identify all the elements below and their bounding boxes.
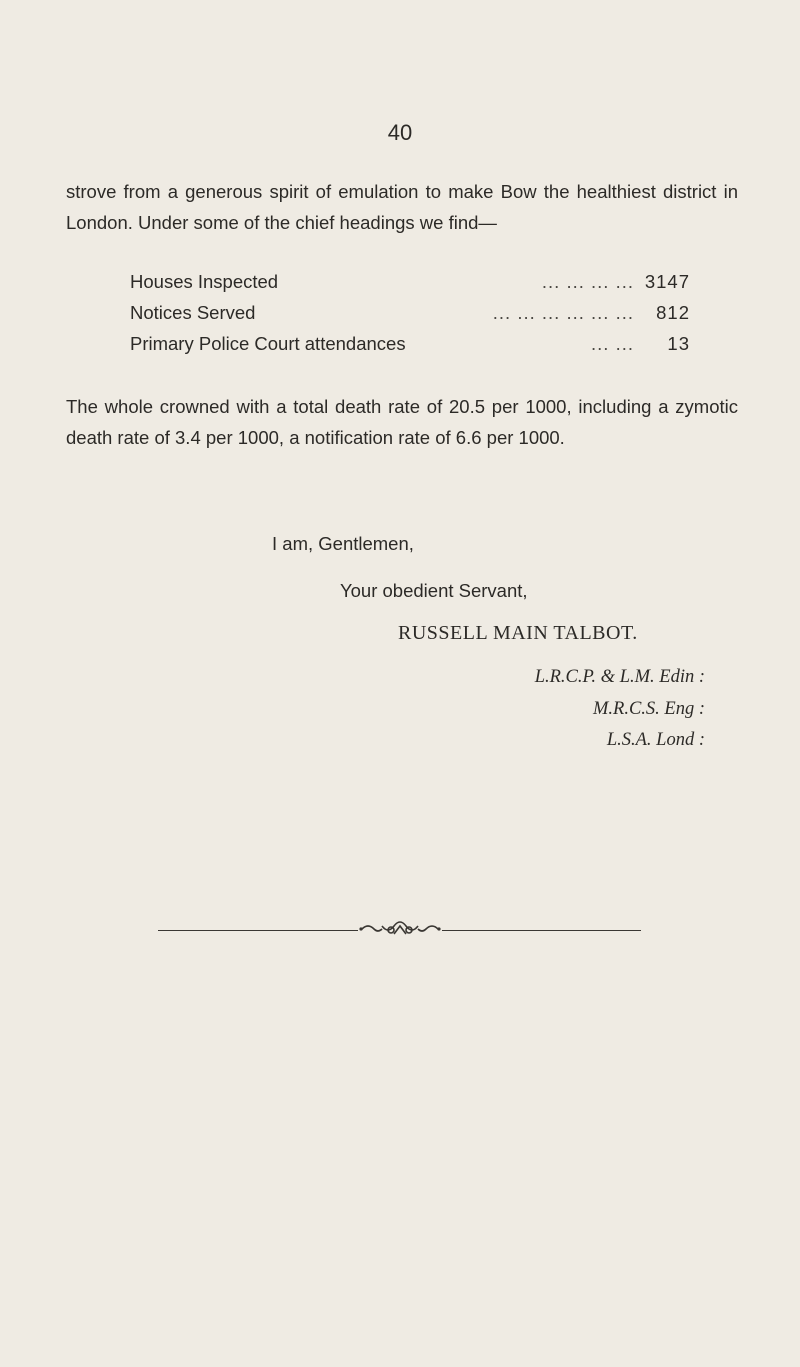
credential-line: M.R.C.S. Eng : — [592, 699, 705, 719]
stat-value: 3147 — [644, 270, 690, 292]
credential-line: L.R.C.P. & L.M. Edin : — [534, 667, 705, 687]
stat-row — [130, 266, 690, 297]
page-number: 40 — [387, 120, 413, 145]
paragraph-intro: strove from a generous spirit of emulation to make Bow the healthiest district in London. Under some of the chief headings we find— — [66, 181, 738, 233]
stat-label: Houses Inspected — [130, 270, 279, 292]
credential-line: L.S.A. Lond : — [606, 730, 705, 750]
stat-value: 812 — [656, 301, 690, 323]
leader-dots: ... ... ... ... ... ... — [492, 301, 634, 323]
decorative-flourish-icon — [358, 920, 442, 944]
stat-label: Notices Served — [130, 301, 256, 323]
stat-value: 13 — [667, 332, 690, 354]
leader-dots: ... ... ... ... — [541, 270, 634, 292]
statistics-list — [130, 266, 690, 359]
leader-dots: ... ... — [591, 332, 634, 354]
stat-row — [130, 328, 690, 359]
valediction: Your obedient Servant, — [340, 580, 528, 601]
closing-rule — [158, 920, 641, 944]
stat-label: Primary Police Court attendances — [130, 332, 406, 354]
stat-row — [130, 297, 690, 328]
signature-name: RUSSELL MAIN TALBOT. — [398, 622, 638, 644]
salutation: I am, Gentlemen, — [272, 533, 414, 554]
paragraph-summary: The whole crowned with a total death rate of 20.5 per 1000, including a zymotic death rate of 3.4 per 1000, a notification rate of 6.6 per 1000. — [66, 396, 738, 448]
